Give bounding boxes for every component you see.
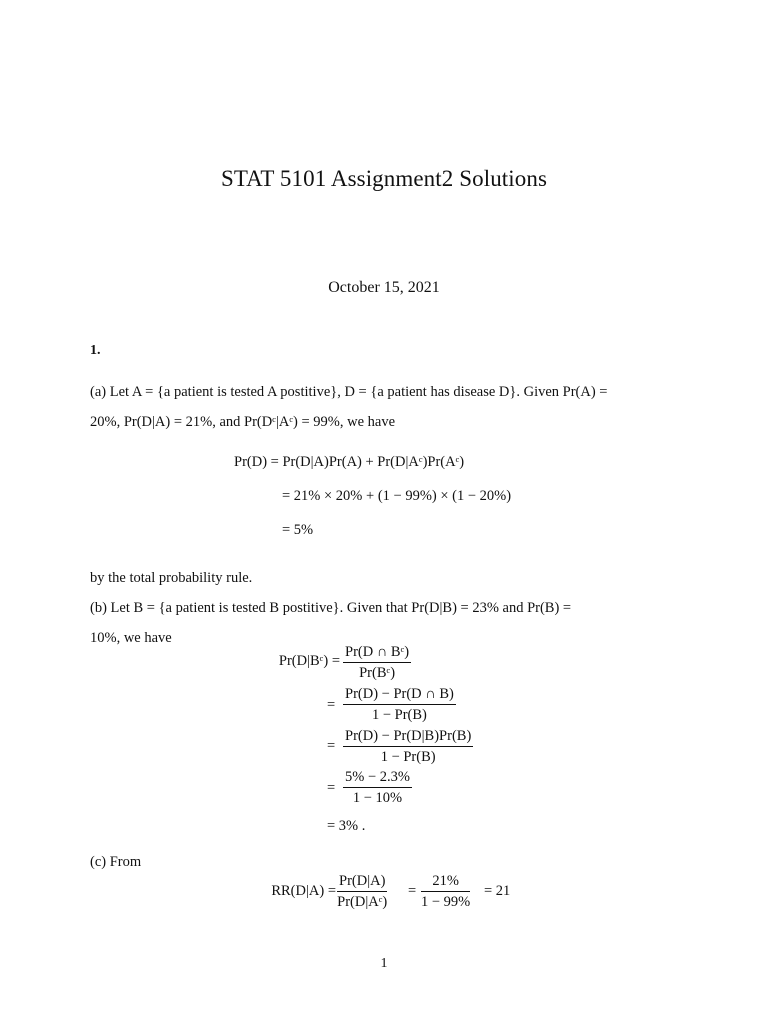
part-b-fraction-3-denominator: 1 − Pr(B) [380,749,436,765]
part-b-result: = 3% . [327,818,366,834]
document-date: October 15, 2021 [328,279,440,296]
part-b-fraction-3-numerator: Pr(D) − Pr(D|B)Pr(B) [343,727,473,747]
part-b-line-1: (b) Let B = {a patient is tested B postitive}. Given that Pr(D|B) = 23% and Pr(B) = [90,600,572,616]
document-title: STAT 5101 Assignment2 Solutions [220,166,548,191]
part-b-fraction-2 [343,685,456,724]
part-b-fraction-1-denominator: Pr(Bᶜ) [359,665,396,681]
part-c-fraction-2-numerator: 21% [421,872,470,892]
page-number: 1 [380,956,388,971]
part-c-result: = 21 [484,883,511,899]
part-b-equals-2: = [327,697,336,713]
part-b-fraction-4-numerator: 5% − 2.3% [343,768,412,788]
part-b-equals-3: = [327,738,336,754]
part-b-equals-4: = [327,780,336,796]
part-a-equation-1: Pr(D) = Pr(D|A)Pr(A) + Pr(D|Aᶜ)Pr(Aᶜ) [234,454,465,470]
part-b-fraction-4-denominator: 1 − 10% [352,790,403,806]
part-b-fraction-4 [343,768,412,807]
part-b-lhs: Pr(D|Bᶜ) = [278,653,340,669]
part-a-line-1: (a) Let A = {a patient is tested A postitive}, D = {a patient has disease D}. Given Pr(A) = [90,384,608,400]
part-c-lhs: RR(D|A) = [271,883,336,899]
part-c-equals: = [408,883,417,899]
question-1-label: 1. [90,343,101,358]
part-c-fraction-2 [421,872,470,911]
part-b-fraction-2-numerator: Pr(D) − Pr(D ∩ B) [343,685,456,705]
part-b-fraction-1 [343,643,411,682]
part-c-line-1: (c) From [90,854,142,870]
part-c-fraction-1-denominator: Pr(D|Aᶜ) [337,894,388,910]
part-c-fraction-1 [337,872,387,911]
part-a-equation-3: = 5% [282,522,314,538]
part-b-fraction-2-denominator: 1 − Pr(B) [371,707,427,723]
part-a-equation-2: = 21% × 20% + (1 − 99%) × (1 − 20%) [282,488,512,504]
part-c-fraction-2-denominator: 1 − 99% [421,894,471,910]
part-c-fraction-1-numerator: Pr(D|A) [337,872,387,892]
part-a-line-2: 20%, Pr(D|A) = 21%, and Pr(Dᶜ|Aᶜ) = 99%, we have [90,414,396,430]
part-b-line-2: 10%, we have [90,630,172,646]
part-b-fraction-3 [343,727,473,766]
part-a-after: by the total probability rule. [90,570,253,586]
part-b-fraction-1-numerator: Pr(D ∩ Bᶜ) [343,643,411,663]
